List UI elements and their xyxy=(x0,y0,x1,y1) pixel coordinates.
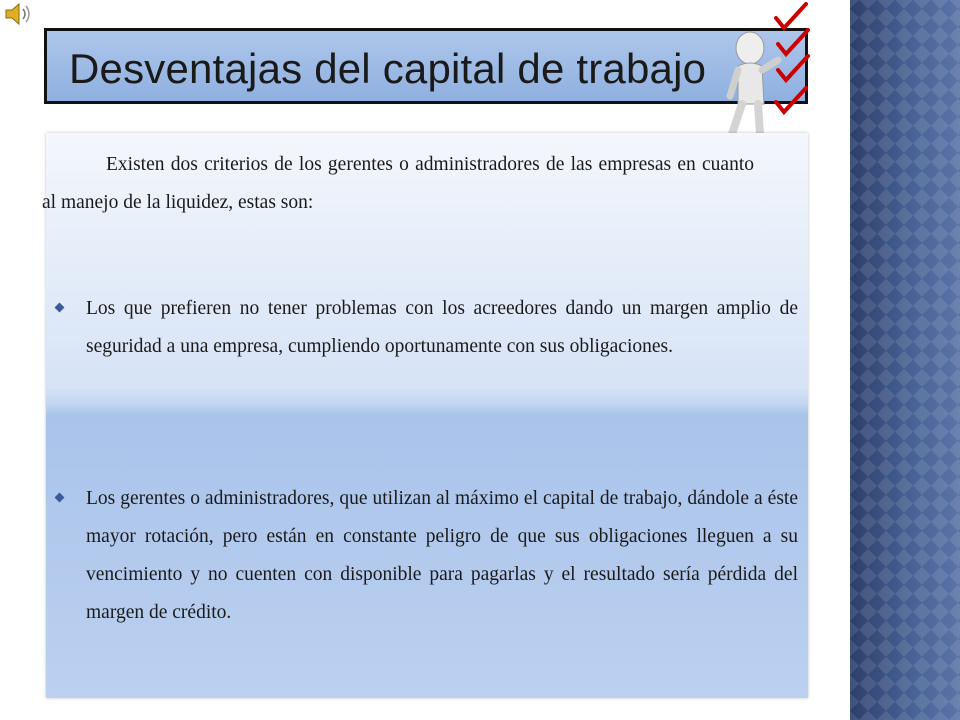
intro-paragraph: Existen dos criterios de los gerentes o administradores de las empresas en cuanto al manejo de la liquidez, estas son: xyxy=(42,154,754,213)
bullet-text: Los que prefieren no tener problemas con los acreedores dando un margen amplio de seguridad a una empresa, cumpliendo oportunamente con sus obligaciones. xyxy=(86,298,798,357)
bullet-text: Los gerentes o administradores, que utilizan al máximo el capital de trabajo, dándole a éste mayor rotación, pero están en constante peligro de que sus obligaciones lleguen a su vencimiento y no cuenten con disponible para pagarlas y el resultado sería pérdida del margen de crédito. xyxy=(86,488,798,623)
person-checklist-icon xyxy=(718,0,818,140)
title-banner xyxy=(44,28,808,104)
decorative-side-panel xyxy=(850,0,960,720)
slide-title: Desventajas del capital de trabajo xyxy=(69,45,707,92)
speaker-icon[interactable] xyxy=(4,2,34,26)
